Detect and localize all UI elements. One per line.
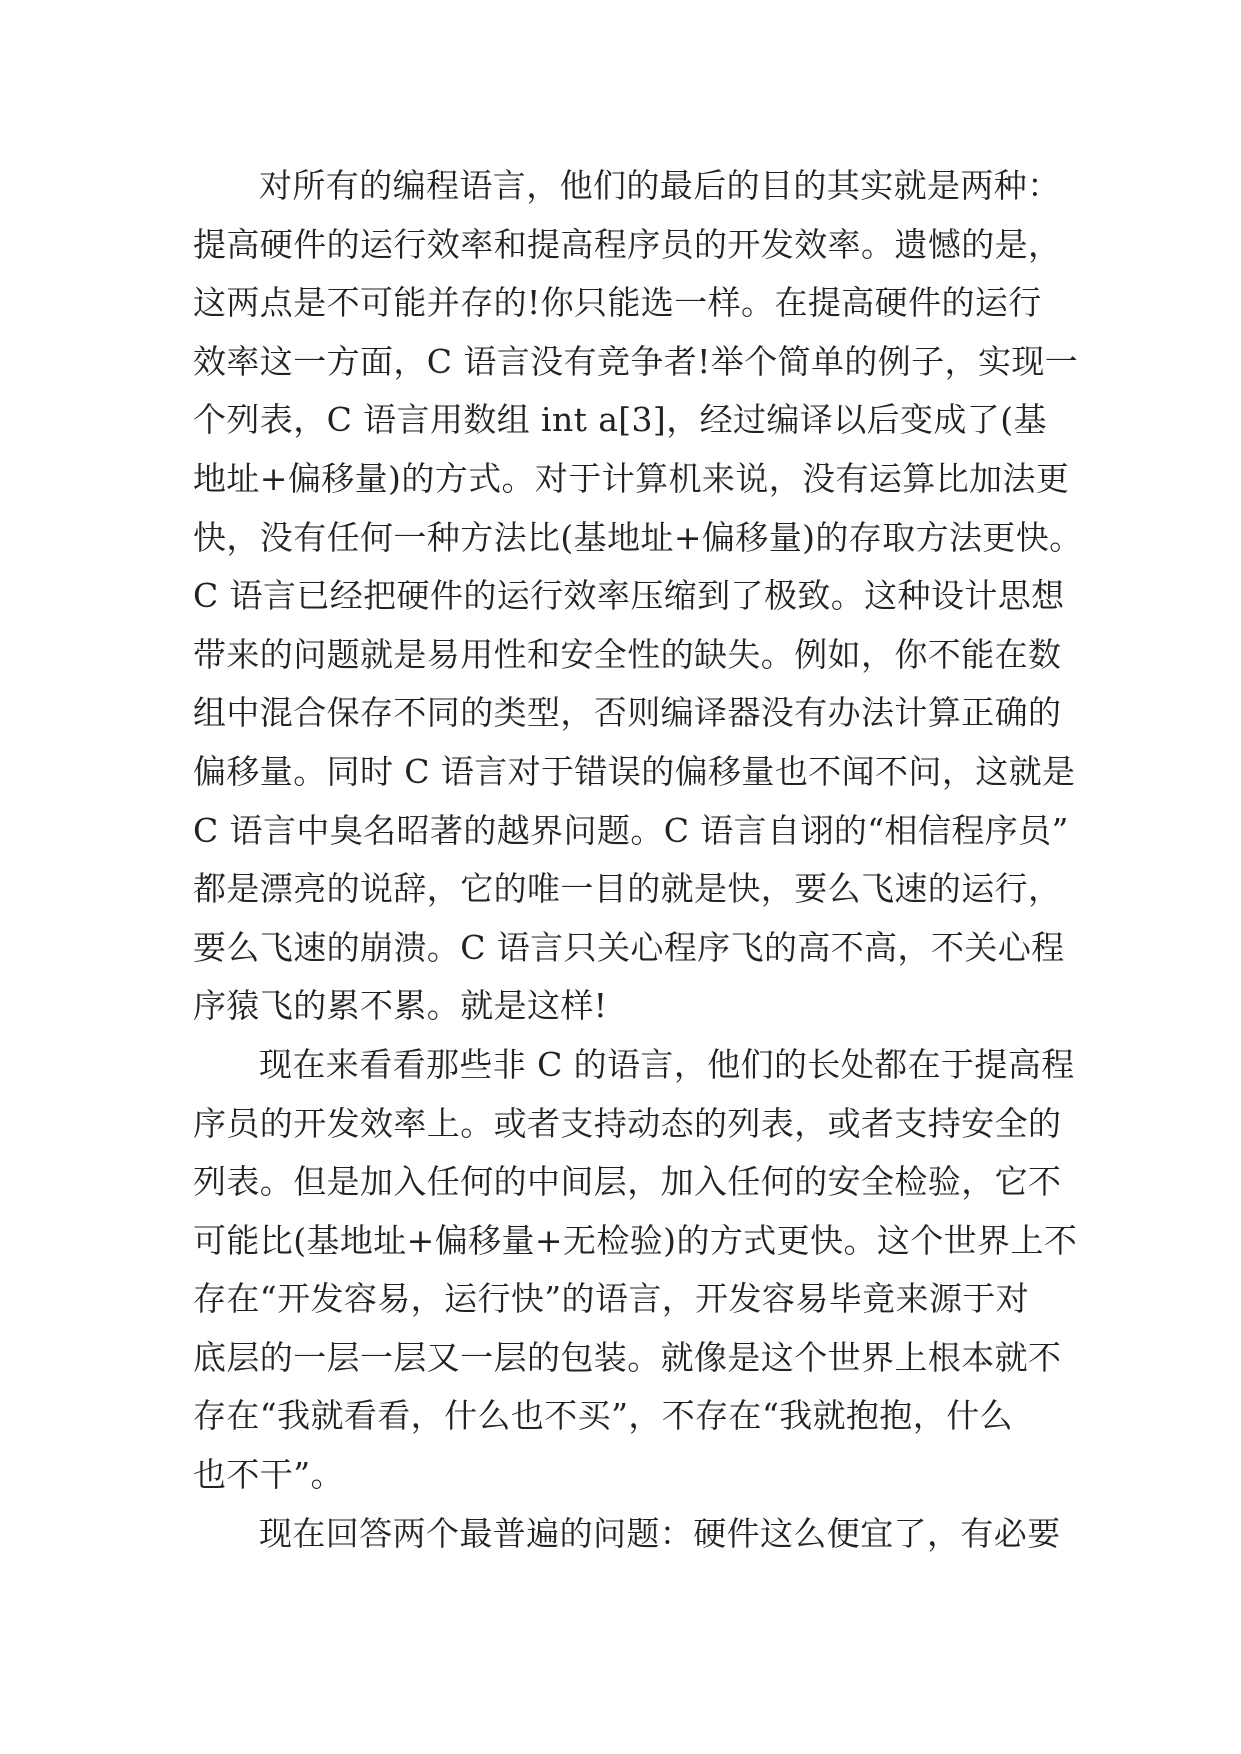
paragraph-2-line: 存在“开发容易，运行快”的语言，开发容易毕竟来源于对 bbox=[193, 1279, 1030, 1319]
paragraph-1-line: 都是漂亮的说辞，它的唯一目的就是快，要么飞速的运行， bbox=[193, 869, 1062, 909]
paragraph-1-line: 要么飞速的崩溃。C 语言只关心程序飞的高不高，不关心程 bbox=[193, 927, 1065, 967]
paragraph-1-line: 地址+偏移量)的方式。对于计算机来说，没有运算比加法更 bbox=[193, 458, 1070, 498]
paragraph-1-line: 提高硬件的运行效率和提高程序员的开发效率。遗憾的是， bbox=[193, 224, 1062, 264]
paragraph-2-line: 序员的开发效率上。或者支持动态的列表，或者支持安全的 bbox=[193, 1103, 1062, 1143]
paragraph-2-line: 可能比(基地址+偏移量+无检验)的方式更快。这个世界上不 bbox=[193, 1220, 1078, 1260]
paragraph-1-line: 序猿飞的累不累。就是这样! bbox=[193, 986, 608, 1026]
paragraph-3-line: 现在回答两个最普遍的问题：硬件这么便宜了，有必要 bbox=[259, 1513, 1061, 1553]
paragraph-1-line: 对所有的编程语言，他们的最后的目的其实就是两种： bbox=[259, 166, 1061, 205]
paragraph-2-line: 现在来看看那些非 C 的语言，他们的长处都在于提高程 bbox=[259, 1044, 1075, 1084]
paragraph-1-line: 偏移量。同时 C 语言对于错误的偏移量也不闻不问，这就是 bbox=[193, 751, 1076, 791]
paragraph-1-line: 效率这一方面，C 语言没有竞争者!举个简单的例子，实现一 bbox=[193, 341, 1079, 381]
paragraph-1-line: 这两点是不可能并存的!你只能选一样。在提高硬件的运行 bbox=[193, 283, 1042, 323]
paragraph-1-line: C 语言中臭名昭著的越界问题。C 语言自诩的“相信程序员” bbox=[193, 810, 1069, 850]
body-text bbox=[193, 157, 1083, 1563]
paragraph-2-line: 列表。但是加入任何的中间层，加入任何的安全检验，它不 bbox=[193, 1162, 1062, 1202]
paragraph-2-line: 也不干”。 bbox=[193, 1455, 344, 1495]
paragraph-2-line: 存在“我就看看，什么也不买”，不存在“我就抱抱，什么 bbox=[193, 1396, 1014, 1436]
paragraph-1-line: 带来的问题就是易用性和安全性的缺失。例如，你不能在数 bbox=[193, 634, 1062, 674]
paragraph-1-line: 快，没有任何一种方法比(基地址+偏移量)的存取方法更快。 bbox=[193, 517, 1083, 557]
paragraph-1-line: 个列表，C 语言用数组 int a[3]，经过编译以后变成了(基 bbox=[193, 400, 1047, 440]
paragraph-2-line: 底层的一层一层又一层的包装。就像是这个世界上根本就不 bbox=[193, 1337, 1062, 1377]
paragraph-1-line: 组中混合保存不同的类型，否则编译器没有办法计算正确的 bbox=[193, 693, 1062, 733]
paragraph-1-line: C 语言已经把硬件的运行效率压缩到了极致。这种设计思想 bbox=[193, 576, 1065, 616]
